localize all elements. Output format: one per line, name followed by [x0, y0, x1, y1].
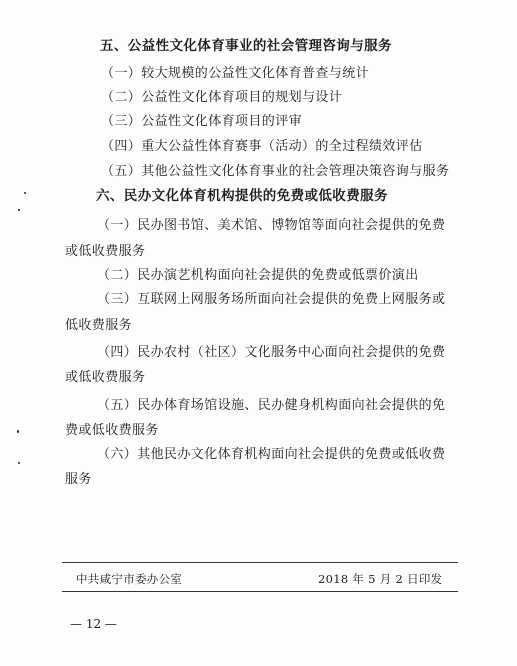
section-5-item-4: （四）重大公益性体育赛事（活动）的全过程绩效评估: [101, 139, 423, 154]
scan-mark: [18, 209, 20, 211]
scan-mark: [24, 192, 26, 194]
scan-mark: [17, 430, 19, 433]
footer-print-date: 2018 年 5 月 2 日印发: [318, 572, 443, 586]
section-6-item-6-line-2: 服务: [65, 472, 92, 487]
scan-mark: [18, 462, 20, 464]
page-number: — 12 —: [70, 617, 117, 631]
section-5-item-2: （二）公益性文化体育项目的规划与设计: [101, 90, 343, 105]
section-6-item-1-line-2: 或低收费服务: [65, 244, 146, 259]
section-6-item-3-line-1: （三）互联网上网服务场所面向社会提供的免费上网服务或: [97, 292, 446, 307]
section-6-item-5-line-2: 费或低收费服务: [65, 423, 159, 438]
footer-issuer: 中共咸宁市委办公室: [76, 572, 183, 586]
section-6-item-6-line-1: （六）其他民办文化体育机构面向社会提供的免费或低收费: [97, 447, 446, 462]
footer-bottom-rule: [62, 591, 458, 592]
section-6-item-4-line-1: （四）民办农村（社区）文化服务中心面向社会提供的免费: [97, 345, 446, 360]
section-6-item-3-line-2: 低收费服务: [65, 318, 133, 333]
section-6-item-2-line-1: （二）民办演艺机构面向社会提供的免费或低票价演出: [97, 268, 419, 283]
section-6-heading: 六、民办文化体育机构提供的免费或低收费服务: [96, 188, 388, 204]
section-6-item-5-line-1: （五）民办体育场馆设施、民办健身机构面向社会提供的免: [97, 398, 446, 413]
footer-top-rule: [62, 562, 458, 563]
section-5-item-3: （三）公益性文化体育项目的评审: [101, 114, 303, 129]
section-6-item-4-line-2: 或低收费服务: [65, 370, 146, 385]
section-5-item-5: （五）其他公益性文化体育事业的社会管理决策咨询与服务: [101, 164, 450, 179]
section-5-heading: 五、公益性文化体育事业的社会管理咨询与服务: [100, 38, 392, 54]
section-6-item-1-line-1: （一）民办图书馆、美术馆、博物馆等面向社会提供的免费: [97, 218, 446, 233]
section-5-item-1: （一）较大规模的公益性文化体育普查与统计: [101, 66, 370, 81]
